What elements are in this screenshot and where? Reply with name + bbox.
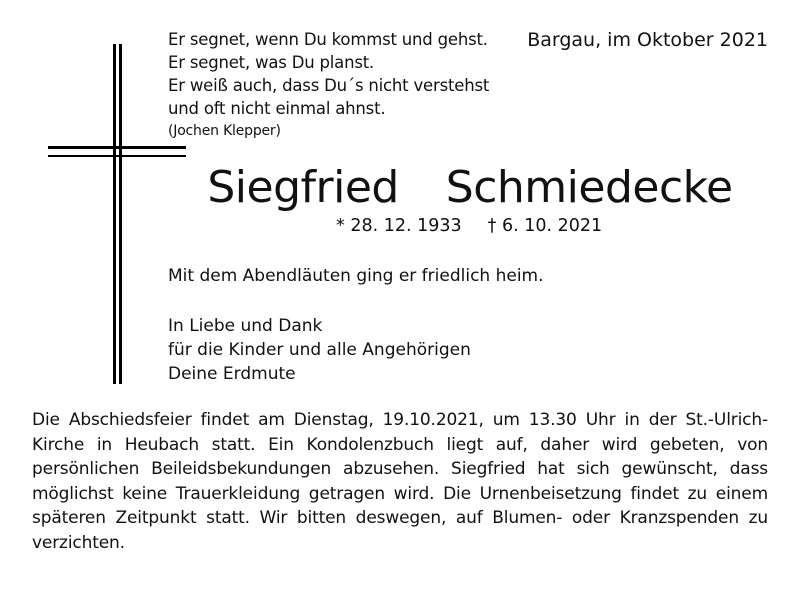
death-date: † 6. 10. 2021 — [487, 216, 603, 236]
deceased-name: Siegfried Schmiedecke — [207, 162, 733, 213]
poem-line: Er segnet, was Du planst. — [168, 53, 375, 72]
closing-line: für die Kinder und alle Angehörigen — [168, 340, 471, 360]
closing-line: In Liebe und Dank — [168, 316, 323, 336]
cross-horizontal-bar — [48, 146, 186, 149]
life-dates — [336, 214, 602, 238]
memorial-quote: Mit dem Abendläuten ging er friedlich heim. — [168, 266, 544, 286]
funeral-notice: Die Abschiedsfeier findet am Dienstag, 19.10.2021, um 13.30 Uhr in der St.-Ulrich-Kirche in Heubach statt. Ein Kondolenzbuch liegt auf, daher wird gebeten, von persönlichen Beileidsbekundungen abzusehen. Siegfried hat sich gewünscht, dass möglichst keine Trauerkleidung getragen wird. Die Urnenbeisetzung findet zu einem späteren Zeitpunkt statt. Wir bitten deswegen, auf Blumen- oder Kranzspenden zu verzichten. — [32, 410, 768, 553]
poem-line: und oft nicht einmal ahnst. — [168, 99, 386, 118]
poem-line: Er segnet, wenn Du kommst und gehst. — [168, 30, 488, 49]
poem-author: (Jochen Klepper) — [168, 123, 281, 139]
poem-line: Er weiß auch, dass Du´s nicht verstehst — [168, 76, 490, 95]
closing-line: Deine Erdmute — [168, 364, 296, 384]
cross-horizontal-bar-inner — [48, 155, 186, 157]
place-date: Bargau, im Oktober 2021 — [527, 29, 768, 51]
closing-signature — [168, 314, 471, 386]
birth-date: * 28. 12. 1933 — [336, 216, 462, 236]
poem — [168, 28, 489, 142]
